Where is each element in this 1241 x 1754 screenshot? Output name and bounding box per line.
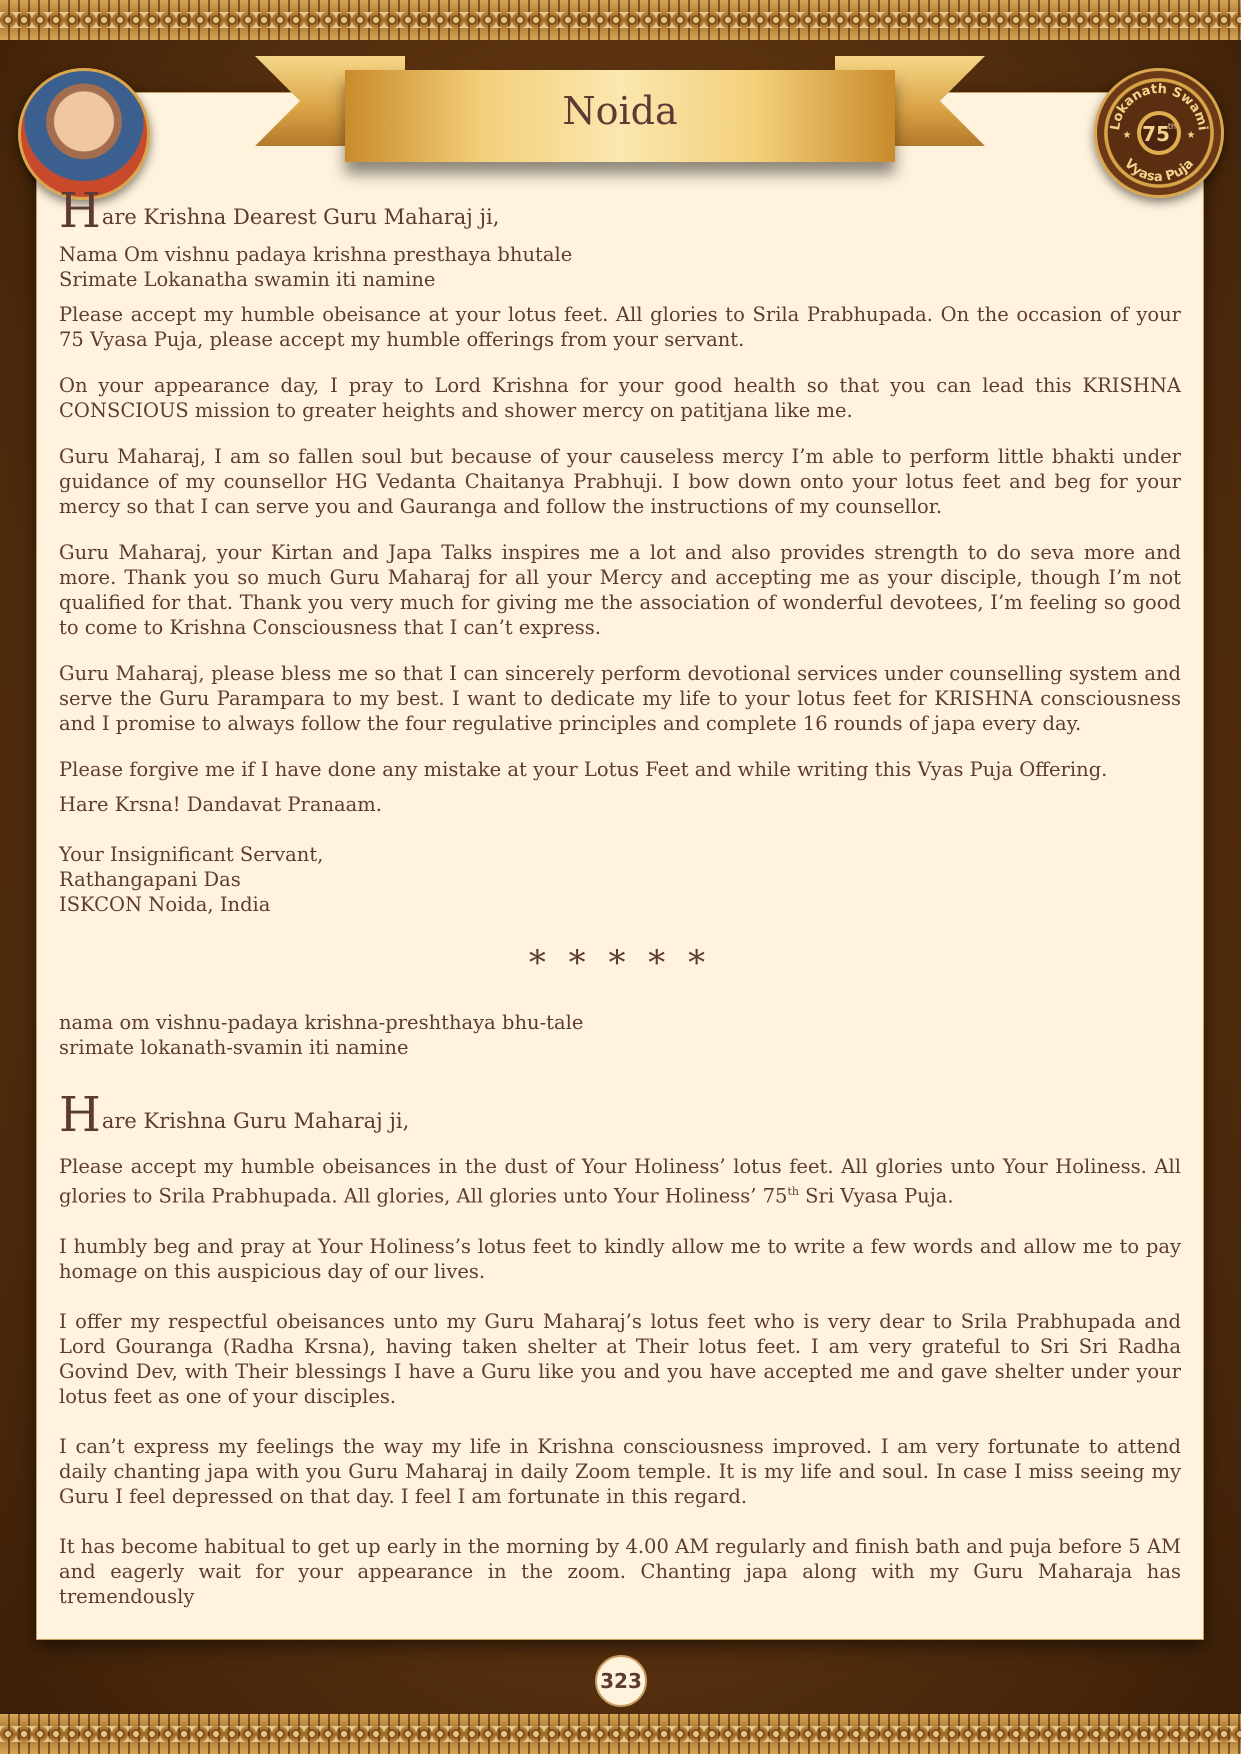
badge-number: 75 — [1142, 122, 1170, 146]
badge-top-text: Lokanath Swami — [1107, 81, 1210, 132]
offering-2-paragraph-end: Sri Vyasa Puja. — [798, 1184, 954, 1208]
badge-number-suffix: th — [1167, 122, 1177, 131]
offering-1-paragraph: Guru Maharaj, I am so fallen soul but because of your causeless mercy I’m able to perform little bhakti under guidance of my counsellor HG Vedanta Chaitanya Prabhuji. I bow down onto your lotus feet and beg for your mercy so that I can serve you and Gauranga and follow the instructions of my counsellor. — [59, 445, 1181, 518]
top-border-band — [0, 0, 1241, 40]
offering-1 — [59, 183, 1181, 917]
badge-graphic — [1097, 71, 1221, 195]
signature-line: ISKCON Noida, India — [59, 893, 271, 916]
offering-1-salutation — [59, 183, 1181, 239]
offering-1-forgive-line: Please forgive me if I have done any mistake at your Lotus Feet and while writing this Vyas Puja Offering. — [59, 758, 1108, 781]
mantra-line: Srimate Lokanatha swamin iti namine — [59, 268, 436, 291]
mantra-line: Nama Om vishnu padaya krishna presthaya bhutale — [59, 243, 573, 266]
offering-1-signature — [59, 842, 1181, 917]
page-title: Noida — [562, 89, 678, 133]
offering-2-paragraph: I can’t express my feelings the way my life in Krishna consciousness improved. I am very fortunate to attend daily chanting japa with you Guru Maharaj in daily Zoom temple. It is my life and soul. In case I miss seeing my Guru I feel depressed on that day. I feel I am fortunate in this regard. — [59, 1434, 1181, 1508]
badge-star-right-icon: ★ — [1186, 130, 1196, 141]
section-separator: * * * * * — [528, 943, 712, 983]
guru-portrait-photo — [18, 68, 150, 200]
offerings-content — [59, 183, 1181, 1630]
badge-bottom-text: Vyasa Puja — [1121, 156, 1197, 186]
offering-1-mantra — [59, 242, 1181, 292]
offering-2-salutation — [59, 1087, 1181, 1143]
offering-2-paragraph: It has become habitual to get up early in the morning by 4.00 AM regularly and finish bath and puja before 5 AM and eagerly wait for your appearance in the zoom. Chanting japa along with my Guru Maharaja has tremendously — [59, 1534, 1181, 1608]
offering-1-dropcap: H — [59, 183, 101, 239]
title-ribbon — [255, 48, 985, 173]
offering-2-paragraph: I offer my respectful obeisances unto my Guru Maharaj’s lotus feet who is very dear to Srila Prabhupada and Lord Gouranga (Radha Krsna), having taken shelter at Their lotus feet. I am very grateful to Sri Sri Radha Govind Dev, with Their blessings I have a Guru like you and you have accepted me and gave shelter under your lotus feet as one of your disciples. — [59, 1309, 1181, 1408]
offering-2-salutation-text: are Krishna Guru Maharaj ji, — [101, 1109, 410, 1133]
offering-2-paragraph: I humbly beg and pray at Your Holiness’s lotus feet to kindly allow me to write a few words and allow me to pay homage on this auspicious day of our lives. — [59, 1234, 1181, 1283]
mantra-line: srimate lokanath-svamin iti namine — [59, 1036, 409, 1059]
ordinal-suffix: th — [787, 1185, 799, 1198]
offering-1-closing: Hare Krsna! Dandavat Pranaam. — [59, 793, 382, 816]
signature-line: Your Insignificant Servant, — [59, 843, 324, 866]
offering-1-paragraph: On your appearance day, I pray to Lord Krishna for your good health so that you can lead this KRISHNA CONSCIOUS mission to greater heights and shower mercy on patitjana like me. — [59, 374, 1181, 422]
offering-2-paragraph — [59, 1154, 1181, 1209]
offering-1-salutation-text: are Krishna Dearest Guru Maharaj ji, — [101, 205, 500, 229]
offering-2-paragraph-text: Please accept my humble obeisances in the dust of Your Holiness’ lotus feet. All glories unto Your Holiness. All glories to Srila Prabhupada. All glories, All glories unto Your Holiness’ 75 — [59, 1155, 1181, 1208]
vyasa-puja-75-badge — [1094, 68, 1224, 198]
ribbon-banner — [345, 70, 895, 162]
offering-1-paragraph: Please accept my humble obeisance at your lotus feet. All glories to Srila Prabhupada. On the occasion of your 75 Vyasa Puja, please accept my humble offerings from your servant. — [59, 303, 1181, 351]
offering-2 — [59, 1010, 1181, 1609]
offering-2-mantra — [59, 1010, 1181, 1060]
signature-line: Rathangapani Das — [59, 868, 241, 891]
badge-star-left-icon: ★ — [1122, 130, 1132, 141]
offering-1-paragraph: Guru Maharaj, please bless me so that I can sincerely perform devotional services under counselling system and serve the Guru Parampara to my best. I want to dedicate my life to your lotus feet for KRISHNA consciousness and I promise to always follow the four regulative principles and complete 16 rounds of japa every day. — [59, 662, 1181, 735]
mantra-line: nama om vishnu-padaya krishna-preshthaya bhu-tale — [59, 1011, 584, 1034]
offering-1-paragraph: Guru Maharaj, your Kirtan and Japa Talks inspires me a lot and also provides strength to do seva more and more. Thank you so much Guru Maharaj for all your Mercy and accepting me as your disciple, though I’m not qualified for that. Thank you very much for giving me the association of wonderful devotees, I’m feeling so good to come to Krishna Consciousness that I can’t express. — [59, 541, 1181, 639]
offering-2-dropcap: H — [59, 1087, 101, 1143]
bottom-border-band — [0, 1714, 1241, 1754]
page-number: 323 — [595, 1655, 647, 1707]
